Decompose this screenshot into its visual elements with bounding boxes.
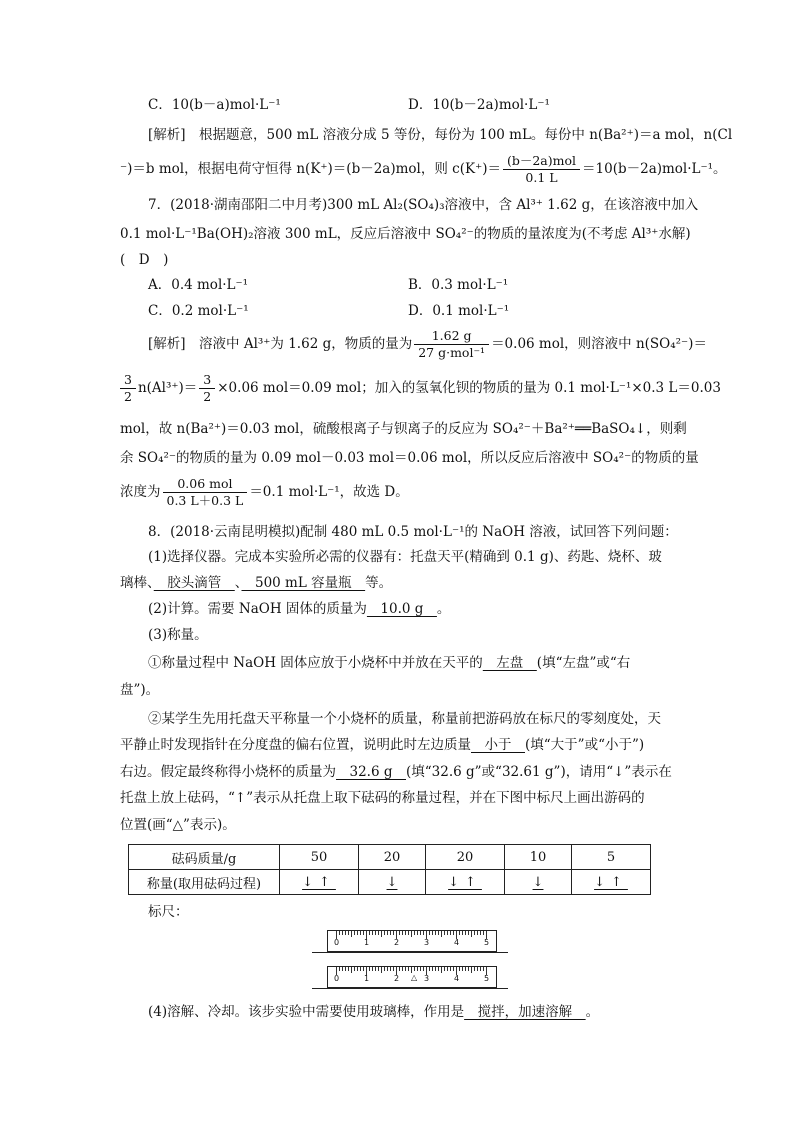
ruler-tick <box>399 967 400 971</box>
ruler-base-line <box>312 952 508 953</box>
q7-analysis-line3: mol，故 n(Ba²⁺)＝0.03 mol，硫酸根离子与钡离子的反应为 SO₄²⁻＋Ba²⁺══BaSO₄↓，则剩 <box>120 421 687 437</box>
weights-table <box>128 844 651 895</box>
q7-option-c: C．0.2 mol·L⁻¹ <box>148 303 249 319</box>
ruler-tick <box>405 967 406 971</box>
ruler-tick <box>369 931 370 935</box>
ruler-tick <box>474 967 475 971</box>
ruler-tick <box>417 931 418 935</box>
ruler-tick <box>372 931 373 935</box>
q7-option-a: A．0.4 mol·L⁻¹ <box>148 277 249 293</box>
q7-option-d: D．0.1 mol·L⁻¹ <box>408 303 510 319</box>
ruler-tick <box>375 931 376 935</box>
ruler-tick <box>444 967 445 971</box>
table-cell-action: ↓↑ <box>280 870 359 895</box>
ruler-tick <box>342 967 343 971</box>
table-header-process: 称量(取用砝码过程) <box>129 870 280 895</box>
ruler-tick <box>345 967 346 971</box>
ruler-tick <box>450 931 451 935</box>
ruler-tick <box>393 967 394 971</box>
rider-marker: △ <box>411 973 418 982</box>
ruler-tick <box>381 931 382 937</box>
ruler-number: 1 <box>364 938 370 947</box>
table-cell-mass: 50 <box>280 845 359 870</box>
ruler-tick <box>339 967 340 971</box>
ruler-tick <box>480 931 481 935</box>
ruler-tick <box>360 931 361 935</box>
ruler-tick <box>438 931 439 935</box>
ruler-tick <box>348 931 349 935</box>
ruler-tick <box>375 967 376 971</box>
ruler-tick <box>378 931 379 935</box>
ruler-tick <box>384 931 385 935</box>
ruler-tick <box>465 967 466 971</box>
ruler-tick <box>420 967 421 971</box>
ruler-tick <box>390 967 391 971</box>
table-row <box>129 845 651 870</box>
ruler-tick <box>405 931 406 935</box>
table-cell-action: ↓↑ <box>426 870 505 895</box>
ruler-base-line <box>312 988 508 989</box>
q8-part3: (3)称量。 <box>148 627 208 643</box>
q7-analysis-line1: [解析] 溶液中 Al³⁺为 1.62 g，物质的量为 $\frac{1.62 g}{\text{27 g·mol⁻¹}}$ ＝0.06 mol，则溶液中 n(SO₄²⁻)＝ <box>148 328 707 360</box>
q8-part3a-line1: ①称量过程中 NaOH 固体应放于小烧杯中并放在天平的 左盘 (填“左盘”或“右 <box>148 655 631 671</box>
q8-part1-line2: 璃棒、 胶头滴管 、 500 mL 容量瓶 等。 <box>120 575 393 591</box>
ruler-tick <box>387 967 388 971</box>
ruler-answer <box>327 966 497 988</box>
q8-part3b-line4: 托盘上放上砝码，“↑”表示从托盘上取下砝码的称量过程，并在下图中标尺上画出游码的 <box>120 790 645 806</box>
q7-answer: ( D ) <box>120 252 169 268</box>
ruler-tick <box>402 967 403 971</box>
ruler-tick <box>378 967 379 971</box>
q6-option-c: C．10(b－a)mol·L⁻¹ <box>148 97 281 113</box>
table-cell-mass: 10 <box>505 845 572 870</box>
ruler-blank <box>327 930 497 952</box>
q8-part3b-line2: 平静止时发现指针在分度盘的偏右位置，说明此时左边质量 小于 (填“大于”或“小于”) <box>120 737 645 753</box>
ruler-tick <box>357 931 358 935</box>
q8-part1-line1: (1)选择仪器。完成本实验所必需的仪器有：托盘天平(精确到 0.1 g)、药匙、烧杯、玻 <box>148 549 662 565</box>
q8-answer-cup-mass: 32.6 g <box>336 764 406 780</box>
ruler-tick <box>417 967 418 971</box>
ruler-tick <box>354 967 355 971</box>
ruler-tick <box>339 931 340 935</box>
ruler-tick <box>429 931 430 935</box>
table-cell-mass: 20 <box>426 845 505 870</box>
q8-part3b-line5: 位置(画“△”表示)。 <box>120 817 236 833</box>
q7-stem-line1: 7．(2018·湖南邵阳二中月考)300 mL Al₂(SO₄)₃溶液中，含 Al³⁺ 1.62 g，在该溶液中加入 <box>148 197 699 213</box>
ruler-tick <box>411 931 412 937</box>
ruler-tick <box>363 931 364 935</box>
ruler-number: 5 <box>484 938 490 947</box>
q8-answer-flask: 500 mL 容量瓶 <box>241 575 366 591</box>
q7-analysis-line4: 余 SO₄²⁻的物质的量为 0.09 mol－0.03 mol＝0.06 mol，所以反应后溶液中 SO₄²⁻的物质的量 <box>120 450 699 466</box>
ruler-tick <box>429 967 430 971</box>
ruler-number: 4 <box>454 938 460 947</box>
ruler-tick <box>468 931 469 935</box>
q8-part3b-line3: 右边。假定最终称得小烧杯的质量为 32.6 g (填“32.6 g”或“32.61 g”)，请用“↓”表示在 <box>120 764 672 780</box>
q6-option-d: D．10(b－2a)mol·L⁻¹ <box>408 97 550 113</box>
ruler-tick <box>435 967 436 971</box>
q7-fraction-mass: $\frac{1.62 g}{\text{27 g·mol⁻¹}}$ <box>414 328 489 361</box>
table-row <box>129 870 651 895</box>
ruler-tick <box>483 931 484 935</box>
ruler-tick <box>381 967 382 973</box>
table-cell-mass: 5 <box>572 845 651 870</box>
ruler-number: 0 <box>334 974 340 983</box>
ruler-tick <box>351 931 352 937</box>
ruler-tick <box>459 967 460 971</box>
ruler-tick <box>453 967 454 971</box>
ruler-tick <box>423 967 424 971</box>
ruler-tick <box>441 931 442 937</box>
q6-analysis-line2: ⁻)＝b mol，根据电荷守恒得 n(K⁺)＝(b－2a)mol，则 c(K⁺)＝ $\frac{\text{(b－2a)mol}}{0.1 L}$ ＝10(b－2a)mol·L⁻¹。 <box>120 153 727 185</box>
ruler-tick <box>432 967 433 971</box>
q8-answer-less: 小于 <box>471 737 525 753</box>
table-cell-action: ↓ <box>359 870 426 895</box>
table-cell-action: ↓↑ <box>572 870 651 895</box>
ruler-tick <box>387 931 388 935</box>
ruler-tick <box>390 931 391 935</box>
ruler-tick <box>459 931 460 935</box>
ruler-tick <box>369 967 370 971</box>
ruler-tick <box>462 967 463 971</box>
ruler-tick <box>342 931 343 935</box>
ruler-tick <box>465 931 466 935</box>
ruler-tick <box>399 931 400 935</box>
q8-answer-dropper: 胶头滴管 <box>153 575 235 591</box>
ruler-number: 1 <box>364 974 370 983</box>
q8-part4: (4)溶解、冷却。该步实验中需要使用玻璃棒，作用是 搅拌，加速溶解 。 <box>148 1004 600 1020</box>
q7-analysis-line5: 浓度为 $\frac{\text{0.06 mol}}{0.3 L+0.3 L}$ ＝0.1 mol·L⁻¹，故选 D。 <box>120 476 409 508</box>
q7-fraction-ratio-b: $\frac{3}{2}$ <box>199 372 215 405</box>
q8-answer-left-pan: 左盘 <box>482 655 537 671</box>
ruler-tick <box>441 967 442 973</box>
ruler-tick <box>474 931 475 935</box>
ruler-tick <box>360 967 361 971</box>
ruler-number: 5 <box>484 974 490 983</box>
q7-fraction-conc: $\frac{\text{0.06 mol}}{0.3 L+0.3 L}$ <box>163 476 248 509</box>
q6-analysis-line1: [解析] 根据题意，500 mL 溶液分成 5 等份，每份为 100 mL。每份中 n(Ba²⁺)＝a mol，n(Cl <box>148 127 733 143</box>
ruler-number: 2 <box>394 938 400 947</box>
ruler-tick <box>408 967 409 971</box>
ruler-tick <box>453 931 454 935</box>
ruler-tick <box>408 931 409 935</box>
q8-part2: (2)计算。需要 NaOH 固体的质量为 10.0 g 。 <box>148 601 451 617</box>
ruler-tick <box>462 931 463 935</box>
ruler-tick <box>447 967 448 971</box>
q6-fraction: $\frac{\text{(b－2a)mol}}{0.1 L}$ <box>503 153 580 186</box>
ruler-tick <box>354 931 355 935</box>
ruler-number: 2 <box>394 974 400 983</box>
ruler-tick <box>402 931 403 935</box>
ruler-tick <box>477 931 478 935</box>
ruler-tick <box>357 967 358 971</box>
ruler-number: 4 <box>454 974 460 983</box>
ruler-tick <box>348 967 349 971</box>
q8-answer-mass: 10.0 g <box>366 601 437 617</box>
ruler-tick <box>477 967 478 971</box>
table-cell-mass: 20 <box>359 845 426 870</box>
ruler-tick <box>345 931 346 935</box>
ruler-tick <box>420 931 421 935</box>
ruler-tick <box>468 967 469 971</box>
ruler-number: 3 <box>424 938 430 947</box>
q7-analysis-line2: $\frac{3}{2}$ n(Al³⁺)＝ $\frac{3}{2}$ ×0.06 mol＝0.09 mol；加入的氢氧化钡的物质的量为 0.1 mol·L⁻¹×0.3 L＝0.03 <box>120 370 721 406</box>
q7-stem-line2: 0.1 mol·L⁻¹Ba(OH)₂溶液 300 mL，反应后溶液中 SO₄²⁻的物质的量浓度为(不考虑 Al³⁺水解) <box>120 226 691 242</box>
q7-option-b: B．0.3 mol·L⁻¹ <box>408 277 509 293</box>
ruler-tick <box>471 967 472 973</box>
ruler-tick <box>351 967 352 973</box>
ruler-tick <box>435 931 436 935</box>
ruler-number: 3 <box>424 974 430 983</box>
table-cell-action: ↓ <box>505 870 572 895</box>
table-header-mass: 砝码质量/g <box>129 845 280 870</box>
ruler-tick <box>471 931 472 937</box>
q7-fraction-ratio-a: $\frac{3}{2}$ <box>120 372 136 405</box>
ruler-tick <box>438 967 439 971</box>
ruler-tick <box>432 931 433 935</box>
ruler-tick <box>483 967 484 971</box>
ruler-tick <box>414 967 415 971</box>
ruler-tick <box>480 967 481 971</box>
q8-part3b-line1: ②某学生先用托盘天平称量一个小烧杯的质量，称量前把游码放在标尺的零刻度处，天 <box>148 711 661 727</box>
ruler-tick <box>447 931 448 935</box>
ruler-tick <box>423 931 424 935</box>
ruler-tick <box>393 931 394 935</box>
ruler-tick <box>384 967 385 971</box>
ruler-tick <box>444 931 445 935</box>
ruler-tick <box>372 967 373 971</box>
q8-answer-stir: 搅拌，加速溶解 <box>464 1004 586 1020</box>
ruler-tick <box>414 931 415 935</box>
ruler-number: 0 <box>334 938 340 947</box>
ruler-label: 标尺： <box>148 904 189 920</box>
q8-part3a-line2: 盘”)。 <box>120 682 160 698</box>
q8-stem: 8．(2018·云南昆明模拟)配制 480 mL 0.5 mol·L⁻¹的 NaOH 溶液，试回答下列问题： <box>148 524 678 540</box>
ruler-tick <box>363 967 364 971</box>
ruler-tick <box>450 967 451 971</box>
